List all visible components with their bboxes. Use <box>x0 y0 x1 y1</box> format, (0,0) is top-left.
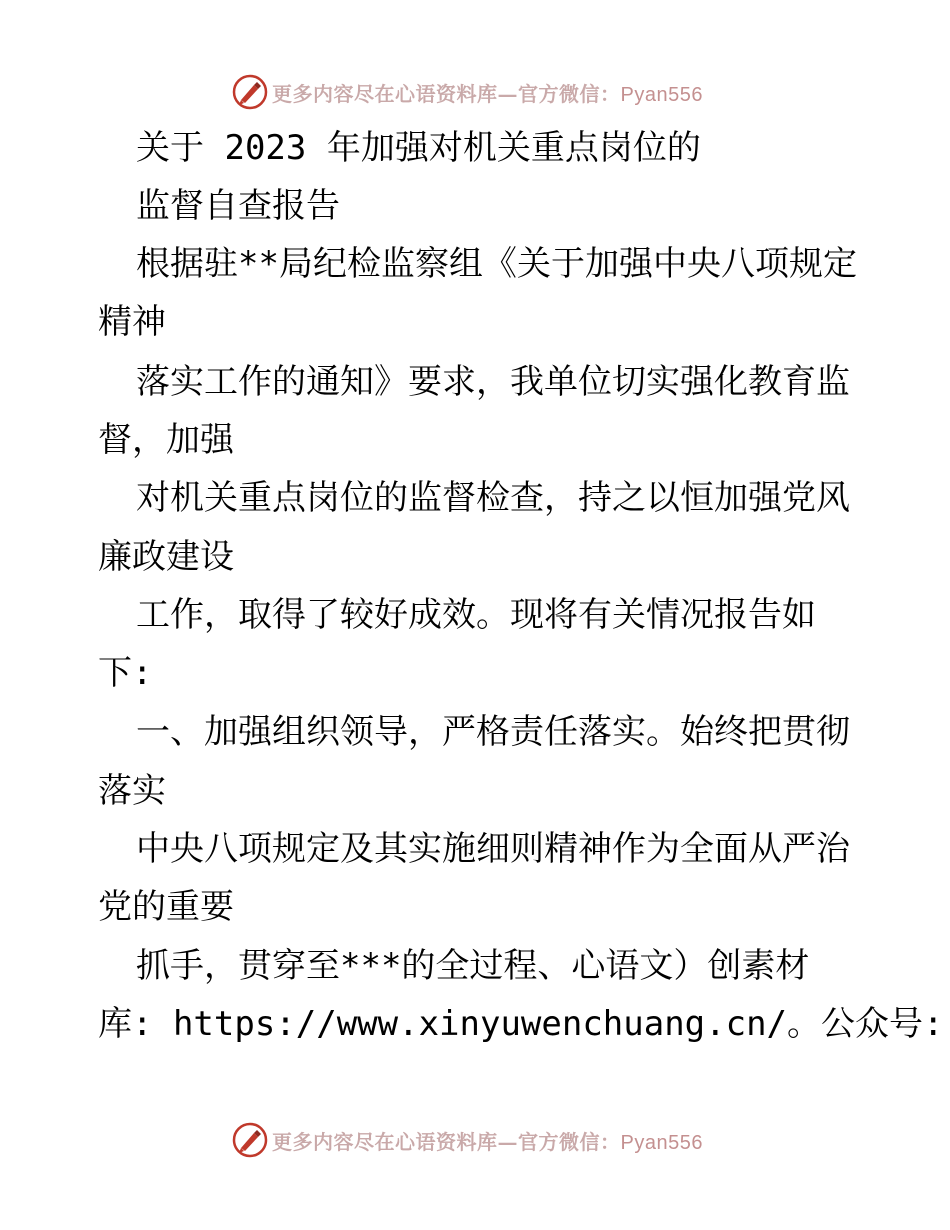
footer-banner <box>232 1120 703 1160</box>
doc-url-line: 库: https://www.xinyuwenchuang.cn/。公众号: <box>98 1004 944 1044</box>
doc-section-heading: 一、加强组织领导，严格责任落实。始终把贯彻 <box>136 712 850 752</box>
header-brand-text: 更多内容尽在心语资料库 <box>272 81 498 106</box>
pen-logo-icon <box>232 74 268 110</box>
footer-brand-text: 更多内容尽在心语资料库 <box>272 1129 498 1154</box>
header-wechat-label: 官方微信： <box>518 81 621 106</box>
pen-logo-icon <box>232 1122 268 1158</box>
doc-text-line: 中央八项规定及其实施细则精神作为全面从严治 <box>136 829 850 869</box>
doc-text-line: 工作，取得了较好成效。现将有关情况报告如 <box>136 595 816 635</box>
doc-title-line-1: 关于 2023 年加强对机关重点岗位的 <box>136 128 701 168</box>
doc-text-line: 落实 <box>98 771 166 811</box>
header-wechat-id: Pyan556 <box>620 83 703 106</box>
doc-text-line: 根据驻**局纪检监察组《关于加强中央八项规定 <box>136 244 857 284</box>
doc-text-line: 督，加强 <box>98 420 234 460</box>
footer-wechat-label: 官方微信： <box>518 1129 621 1154</box>
doc-text-line: 精神 <box>98 302 166 342</box>
doc-text-line: 落实工作的通知》要求，我单位切实强化教育监 <box>136 362 850 402</box>
doc-text-line: 对机关重点岗位的监督检查，持之以恒加强党风 <box>136 478 850 518</box>
doc-text-line: 抓手，贯穿至***的全过程、心语文）创素材 <box>136 946 810 986</box>
doc-text-line: 廉政建设 <box>98 537 234 577</box>
footer-wechat-id: Pyan556 <box>620 1131 703 1154</box>
header-dash: — <box>497 81 518 106</box>
header-banner <box>232 72 703 112</box>
doc-title-line-2: 监督自查报告 <box>136 186 340 226</box>
doc-text-line: 党的重要 <box>98 887 234 927</box>
footer-dash: — <box>497 1129 518 1154</box>
doc-text-line: 下: <box>98 653 153 693</box>
